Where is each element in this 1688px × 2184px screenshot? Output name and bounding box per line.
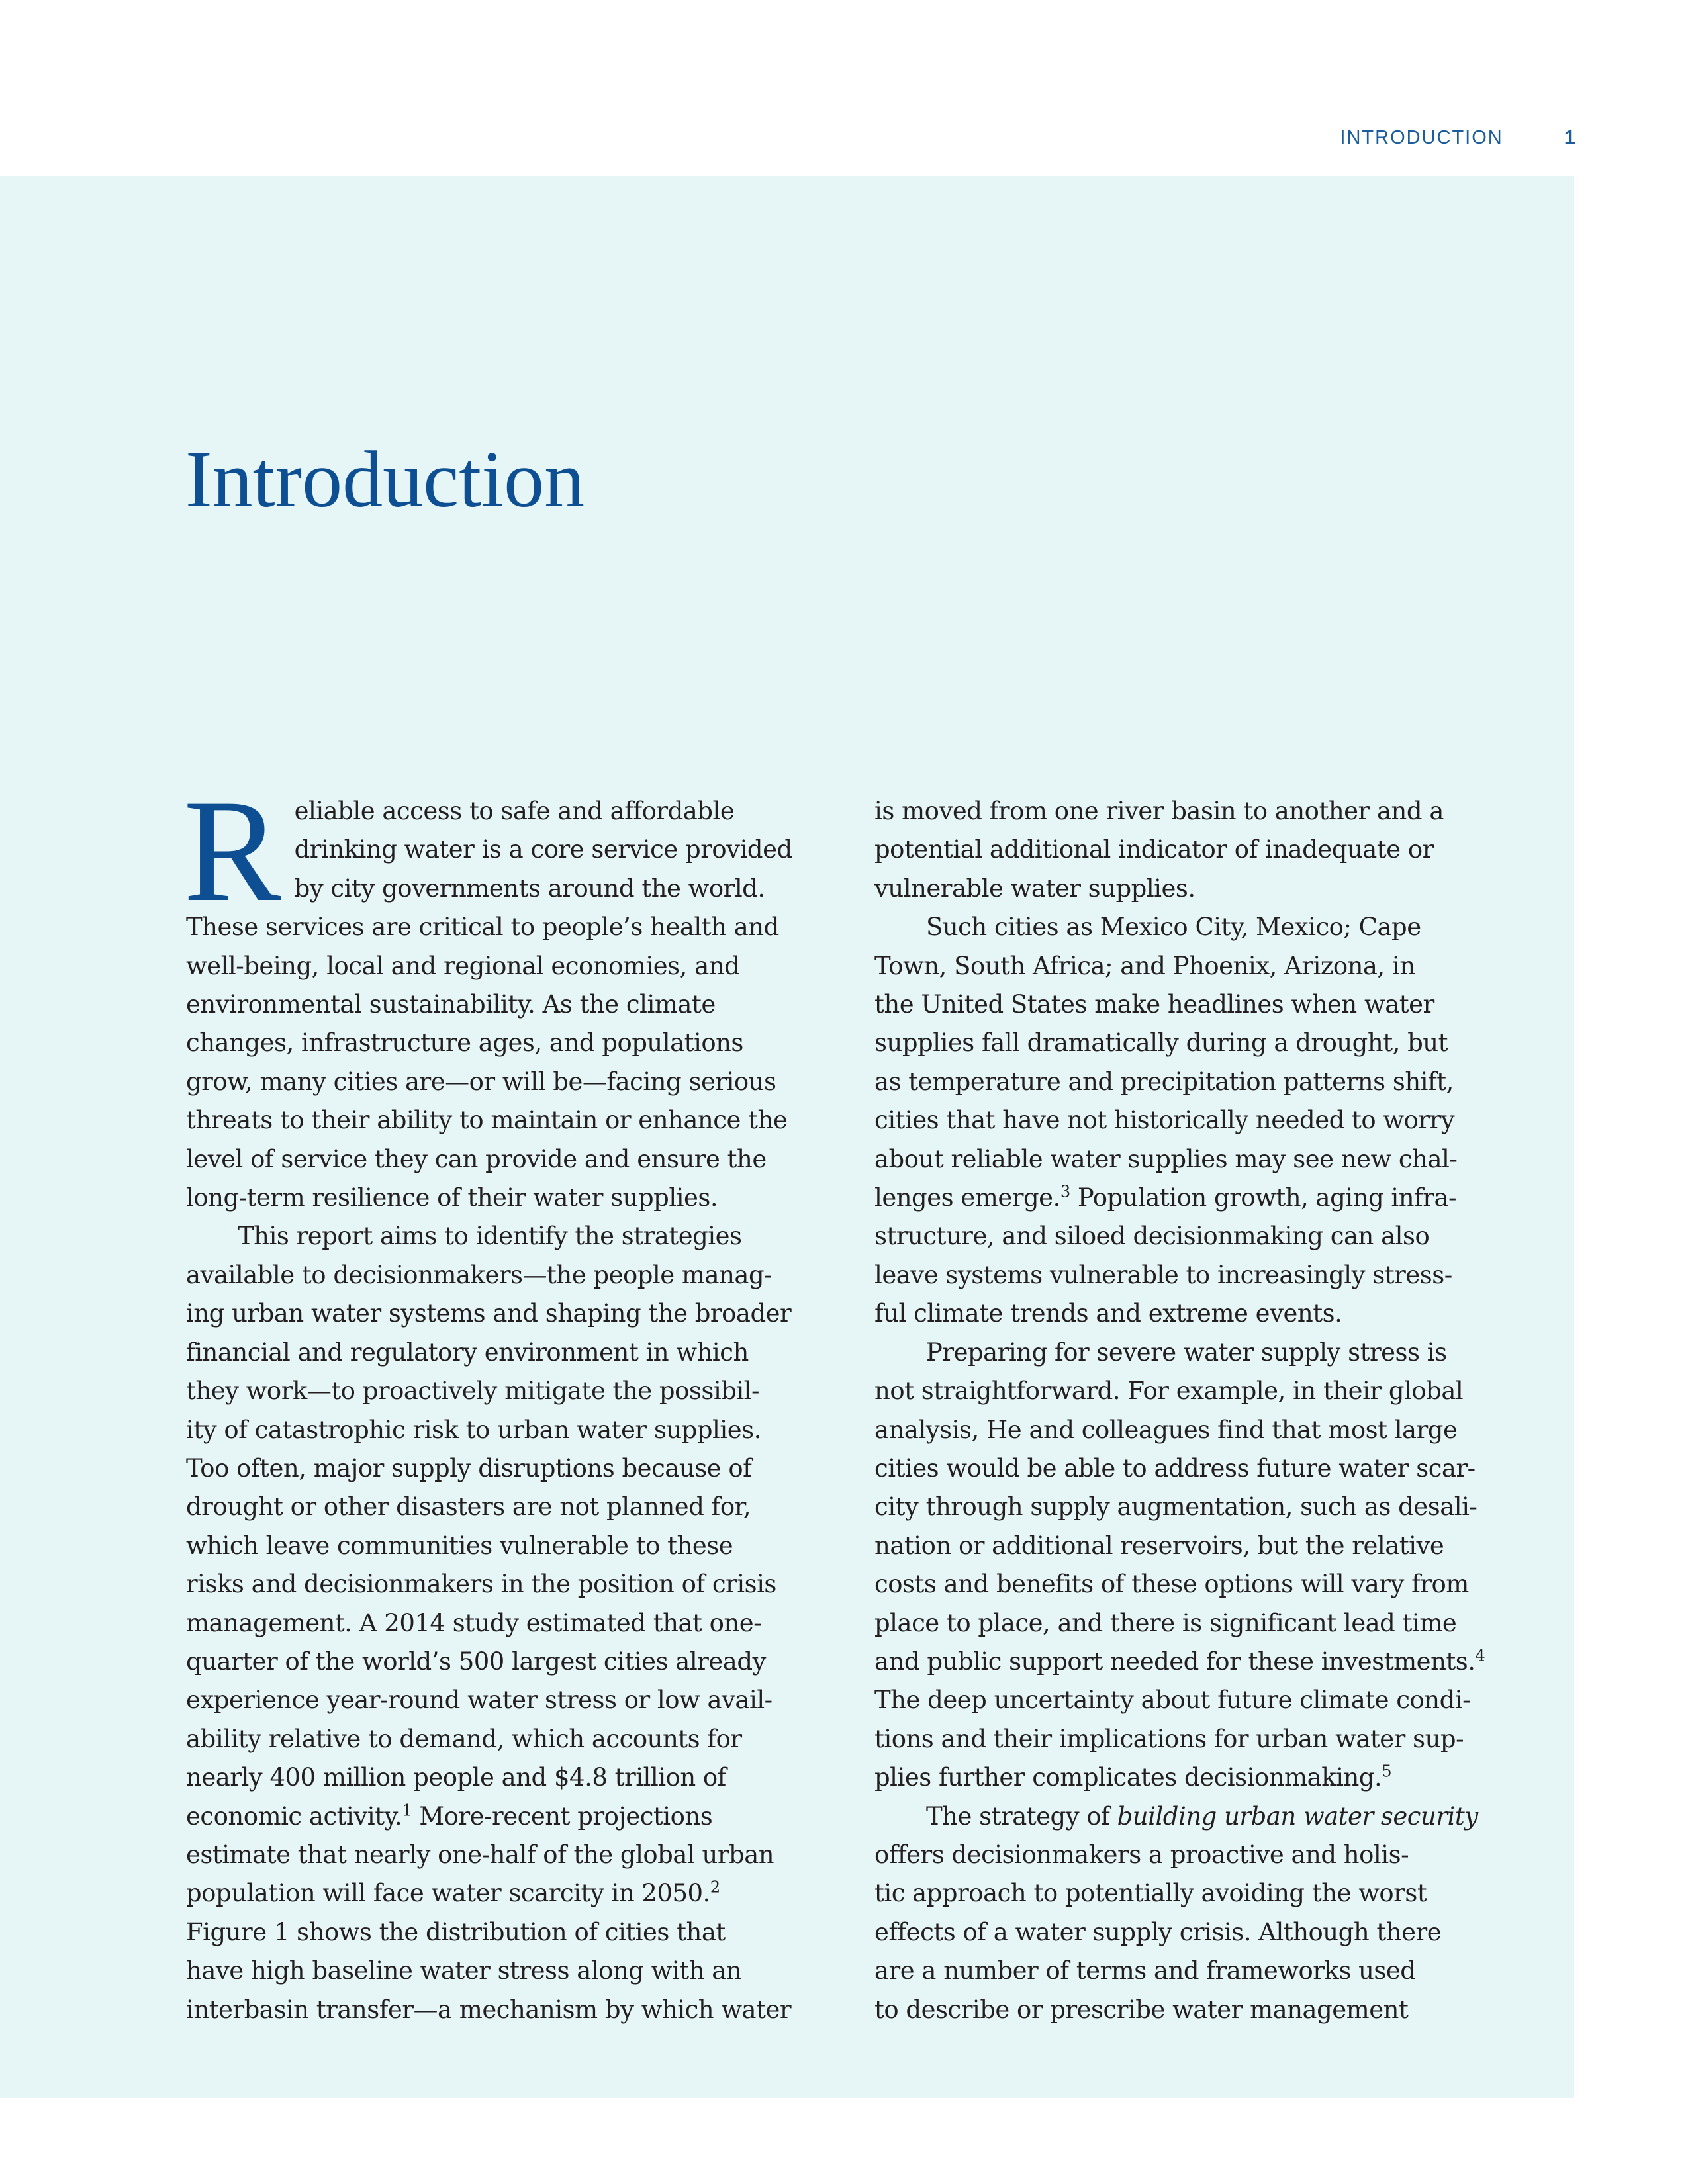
text-line: leave systems vulnerable to increasingly stress- [874,1260,1452,1289]
text-line: are a number of terms and frameworks used [874,1956,1416,1985]
text-line: vulnerable water supplies. [874,874,1196,903]
drop-cap: R [183,770,281,933]
text-line: Figure 1 shows the distribution of cities that [186,1917,726,1946]
text-line: available to decisionmakers—the people manag- [186,1260,773,1289]
right-column [874,792,1497,2029]
text-line: grow, many cities are—or will be—facing serious [186,1067,776,1096]
text-line: ability relative to demand, which accounts for [186,1724,742,1753]
text-line: effects of a water supply crisis. Although there [874,1917,1442,1946]
text-line: ing urban water systems and shaping the broader [186,1299,792,1328]
footnote-ref-3[interactable]: 3 [1060,1182,1070,1201]
text-line: Population growth, aging infra- [1070,1183,1457,1212]
text-line: not straightforward. For example, in their global [874,1377,1464,1406]
text-line: This report aims to identify the strategies [238,1222,742,1251]
text-line: interbasin transfer—a mechanism by which water [186,1995,792,2024]
text-line: quarter of the world’s 500 largest cities already [186,1647,766,1676]
text-line: plies further complicates decisionmaking. [874,1763,1382,1792]
text-line: management. A 2014 study estimated that one- [186,1608,762,1637]
paragraph-4 [874,1334,1497,1797]
text-line: have high baseline water stress along with an [186,1956,742,1985]
text-line: tions and their implications for urban water sup- [874,1724,1464,1753]
text-line: nation or additional reservoirs, but the relative [874,1531,1444,1560]
text-line: to describe or prescribe water management [874,1995,1409,2024]
text-line: supplies fall dramatically during a drought, but [874,1028,1448,1058]
text-line: risks and decisionmakers in the position of crisis [186,1570,776,1599]
text-line: Town, South Africa; and Phoenix, Arizona, in [874,951,1415,980]
text-line: as temperature and precipitation patterns shift, [874,1067,1454,1096]
emphasized-term: building urban water security [1117,1801,1478,1831]
paragraph-2 [186,1217,808,2029]
text-line: long-term resilience of their water supplies. [186,1183,718,1212]
footnote-ref-1[interactable]: 1 [402,1801,412,1820]
footnote-ref-5[interactable]: 5 [1382,1762,1392,1781]
text-line: about reliable water supplies may see new chal- [874,1144,1458,1173]
text-line: tic approach to potentially avoiding the worst [874,1879,1427,1908]
paragraph-5 [874,1797,1497,2029]
text-line: potential additional indicator of inadequate or [874,835,1434,864]
text-line: population will face water scarcity in 2050. [186,1879,710,1908]
text-line: The deep uncertainty about future climate condi- [874,1686,1471,1715]
text-line: structure, and siloed decisionmaking can also [874,1222,1430,1251]
text-line: cities that have not historically needed to worry [874,1106,1455,1135]
text-line: they work—to proactively mitigate the possibil- [186,1377,760,1406]
running-head-section: INTRODUCTION [1340,126,1503,148]
text-line: These services are critical to people’s health and [186,913,779,942]
text-line: drinking water is a core service provided [294,835,792,864]
text-line: changes, infrastructure ages, and populations [186,1028,743,1058]
text-line: city through supply augmentation, such as desali- [874,1492,1477,1522]
text-line: Too often, major supply disruptions because of [186,1453,752,1482]
text-line: which leave communities vulnerable to these [186,1531,733,1560]
text-line: well-being, local and regional economies, and [186,951,740,980]
text-line: level of service they can provide and ensure the [186,1144,767,1173]
text-line: Preparing for severe water supply stress is [926,1338,1447,1367]
left-column [183,770,808,2029]
paragraph-continued [874,792,1497,908]
text-line: financial and regulatory environment in which [186,1338,749,1367]
text-line: estimate that nearly one-half of the global urban [186,1840,774,1869]
footnote-ref-2[interactable]: 2 [710,1878,720,1897]
text-line: The strategy of [926,1801,1117,1831]
text-line: More-recent projections [412,1801,713,1831]
text-line: threats to their ability to maintain or enhance the [186,1106,788,1135]
text-line: and public support needed for these investments. [874,1647,1476,1676]
text-line: analysis, He and colleagues find that most large [874,1415,1458,1444]
text-line: experience year-round water stress or low avail- [186,1686,773,1715]
running-head [1311,123,1575,152]
paragraph-3 [874,908,1497,1333]
text-line: eliable access to safe and affordable [294,797,735,825]
text-line: offers decisionmakers a proactive and holis- [874,1840,1409,1869]
text-line: nearly 400 million people and $4.8 trillion of [186,1763,726,1792]
text-line: Such cities as Mexico City, Mexico; Cape [926,913,1421,942]
text-line: environmental sustainability. As the climate [186,990,716,1019]
text-line: place to place, and there is significant lead time [874,1608,1457,1637]
text-line: is moved from one river basin to another and a [874,797,1444,825]
text-line: ful climate trends and extreme events. [874,1299,1342,1328]
text-line: the United States make headlines when water [874,990,1434,1019]
text-line: cities would be able to address future water scar- [874,1453,1476,1482]
text-line: ity of catastrophic risk to urban water supplies. [186,1415,761,1444]
text-line: economic activity. [186,1801,402,1831]
text-line: costs and benefits of these options will vary from [874,1570,1469,1599]
text-line: by city governments around the world. [294,874,765,903]
paragraph-1 [183,770,808,1217]
page-title: Introduction [185,435,585,524]
text-line: lenges emerge. [874,1183,1060,1212]
footnote-ref-4[interactable]: 4 [1475,1646,1485,1665]
page-number: 1 [1564,126,1575,149]
text-line: drought or other disasters are not planned for, [186,1492,751,1522]
